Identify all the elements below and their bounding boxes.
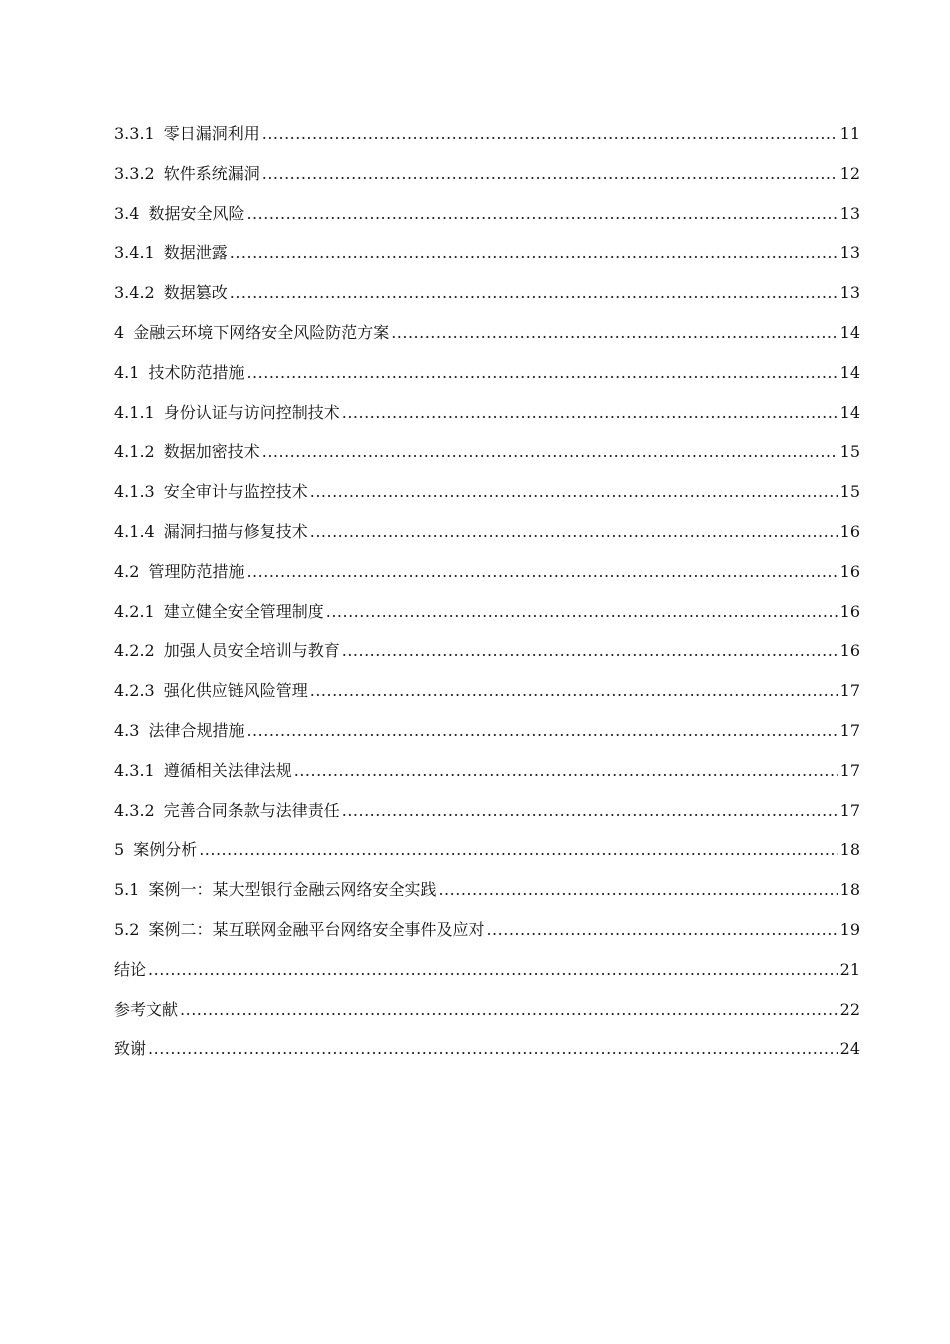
toc-entry[interactable] [114, 677, 860, 717]
toc-entry-number: 5.2 [114, 919, 140, 939]
toc-dot-leader [391, 319, 837, 347]
toc-entry[interactable] [114, 160, 860, 200]
toc-entry-number: 4.1.4 [114, 521, 155, 541]
toc-entry[interactable] [114, 996, 860, 1036]
toc-entry-page-number: 11 [839, 124, 860, 143]
toc-entry[interactable] [114, 598, 860, 638]
toc-entry[interactable] [114, 916, 860, 956]
toc-entry-page-number: 17 [839, 760, 860, 780]
toc-entry[interactable] [114, 717, 860, 757]
toc-entry-number: 4.1.1 [114, 402, 155, 422]
toc-entry-number: 4.1.3 [114, 482, 155, 502]
toc-entry-number: 5 [114, 840, 125, 860]
toc-entry-page-number: 13 [839, 203, 860, 223]
toc-entry-title: 身份认证与访问控制技术 [163, 402, 340, 422]
toc-entry-title: 数据加密技术 [163, 442, 260, 462]
toc-entry[interactable] [114, 1035, 860, 1075]
toc-entry[interactable] [114, 279, 860, 319]
toc-entry-title: 漏洞扫描与修复技术 [163, 521, 308, 541]
toc-entry-page-number: 22 [839, 999, 860, 1019]
toc-entry[interactable] [114, 757, 860, 797]
toc-entry[interactable] [114, 359, 860, 399]
toc-entry-title: 金融云环境下网络安全风险防范方案 [133, 322, 390, 342]
toc-entry-page-number: 24 [839, 1039, 860, 1059]
toc-dot-leader [294, 757, 838, 785]
toc-dot-leader [246, 717, 837, 745]
toc-entry-page-number: 14 [839, 362, 860, 382]
toc-dot-leader [486, 916, 837, 944]
toc-entry-title: 参考文献 [114, 999, 179, 1019]
toc-dot-leader [310, 518, 838, 546]
toc-entry[interactable] [114, 399, 860, 439]
toc-dot-leader [230, 239, 838, 267]
toc-entry-title: 管理防范措施 [148, 561, 245, 581]
toc-entry-number: 3.3.2 [114, 163, 155, 183]
toc-entry[interactable] [114, 478, 860, 518]
toc-entry-page-number: 12 [839, 163, 860, 183]
toc-entry-title: 技术防范措施 [148, 362, 245, 382]
toc-entry-title: 强化供应链风险管理 [163, 681, 308, 701]
toc-dot-leader [180, 996, 838, 1024]
toc-entry-title: 案例分析 [133, 840, 198, 860]
toc-entry-number: 4.3.1 [114, 760, 155, 780]
toc-entry-page-number: 17 [839, 681, 860, 701]
toc-entry-page-number: 21 [839, 959, 860, 979]
toc-entry-title: 结论 [114, 959, 147, 979]
toc-entry-title: 法律合规措施 [148, 720, 245, 740]
toc-entry[interactable] [114, 239, 860, 279]
toc-entry-number: 4.3 [114, 720, 140, 740]
toc-entry[interactable] [114, 836, 860, 876]
toc-entry-page-number: 13 [839, 243, 860, 263]
toc-entry-title: 遵循相关法律法规 [163, 760, 292, 780]
toc-entry-title: 安全审计与监控技术 [163, 482, 308, 502]
toc-entry-page-number: 14 [839, 322, 860, 342]
toc-entry-page-number: 16 [839, 561, 860, 581]
toc-entry-title: 零日漏洞利用 [163, 124, 260, 143]
toc-dot-leader [148, 956, 838, 984]
toc-entry-page-number: 18 [839, 880, 860, 900]
toc-dot-leader [246, 200, 837, 228]
toc-entry-title: 建立健全安全管理制度 [163, 601, 324, 621]
toc-dot-leader [246, 558, 837, 586]
toc-dot-leader [342, 399, 838, 427]
toc-entry-number: 4.2.1 [114, 601, 155, 621]
toc-dot-leader [342, 797, 838, 825]
toc-entry-page-number: 17 [839, 800, 860, 820]
toc-entry-number: 4.3.2 [114, 800, 155, 820]
toc-entry-title: 数据安全风险 [148, 203, 245, 223]
toc-dot-leader [230, 279, 838, 307]
toc-entry-number: 4 [114, 322, 125, 342]
toc-entry-number: 5.1 [114, 880, 140, 900]
toc-entry-title: 案例一：某大型银行金融云网络安全实践 [148, 880, 437, 900]
toc-entry[interactable] [114, 558, 860, 598]
toc-entry-page-number: 15 [839, 482, 860, 502]
toc-entry-title: 数据篡改 [163, 283, 228, 303]
toc-dot-leader [438, 876, 837, 904]
toc-entry[interactable] [114, 637, 860, 677]
toc-dot-leader [148, 1035, 838, 1063]
toc-entry-title: 数据泄露 [163, 243, 228, 263]
toc-entry-number: 3.4 [114, 203, 140, 223]
toc-entry-page-number: 13 [839, 283, 860, 303]
toc-entry[interactable] [114, 518, 860, 558]
toc-dot-leader [326, 598, 838, 626]
toc-entry-number: 4.1 [114, 362, 140, 382]
toc-entry-page-number: 14 [839, 402, 860, 422]
toc-dot-leader [262, 160, 838, 188]
toc-entry-title: 软件系统漏洞 [163, 163, 260, 183]
toc-entry-number: 4.2.2 [114, 641, 155, 661]
toc-entry-page-number: 17 [839, 720, 860, 740]
toc-entry-page-number: 16 [839, 521, 860, 541]
toc-dot-leader [310, 478, 838, 506]
toc-entry-page-number: 15 [839, 442, 860, 462]
toc-entry-title: 加强人员安全培训与教育 [163, 641, 340, 661]
toc-entry-number: 3.4.1 [114, 243, 155, 263]
toc-entry-title: 案例二：某互联网金融平台网络安全事件及应对 [148, 919, 485, 939]
toc-dot-leader [262, 120, 838, 148]
toc-entry-page-number: 16 [839, 601, 860, 621]
toc-entry[interactable] [114, 200, 860, 240]
toc-dot-leader [199, 836, 837, 864]
toc-entry[interactable] [114, 797, 860, 837]
toc-entry-number: 4.2.3 [114, 681, 155, 701]
toc-entry-page-number: 18 [839, 840, 860, 860]
toc-dot-leader [262, 438, 838, 466]
toc-entry[interactable] [114, 319, 860, 359]
toc-dot-leader [246, 359, 837, 387]
toc-entry-title: 致谢 [114, 1039, 147, 1059]
toc-entry-number: 4.1.2 [114, 442, 155, 462]
toc-entry-number: 3.4.2 [114, 283, 155, 303]
toc-entry-title: 完善合同条款与法律责任 [163, 800, 340, 820]
toc-dot-leader [342, 637, 838, 665]
toc-entry-number: 4.2 [114, 561, 140, 581]
toc-entry[interactable] [114, 956, 860, 996]
table-of-contents [114, 120, 860, 1075]
toc-entry-number: 3.3.1 [114, 124, 155, 143]
toc-dot-leader [310, 677, 838, 705]
toc-entry-page-number: 19 [839, 919, 860, 939]
toc-entry[interactable] [114, 438, 860, 478]
toc-entry[interactable] [114, 120, 860, 160]
toc-entry[interactable] [114, 876, 860, 916]
toc-entry-page-number: 16 [839, 641, 860, 661]
